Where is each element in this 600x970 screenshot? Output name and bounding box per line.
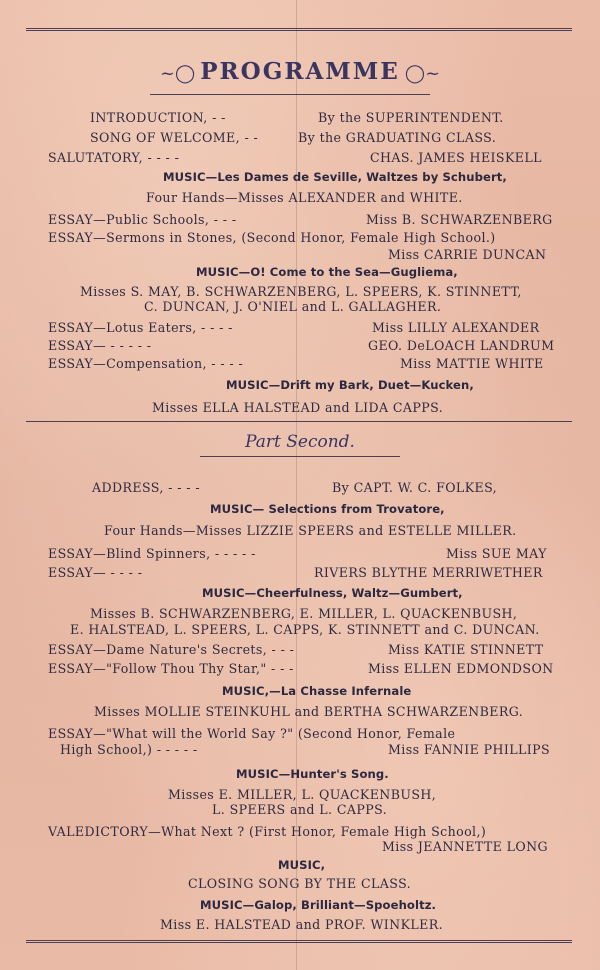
essay-line: ESSAY—"What will the World Say ?" (Second Honor, Female bbox=[48, 726, 456, 741]
performers-line: E. HALSTEAD, L. SPEERS, L. CAPPS, K. STINNETT and C. DUNCAN. bbox=[70, 622, 540, 637]
performers-line: Misses E. MILLER, L. QUACKENBUSH, bbox=[168, 787, 437, 802]
address-line: ADDRESS, - - - - By CAPT. W. C. FOLKES, bbox=[92, 480, 498, 495]
performers-line: Misses B. SCHWARZENBERG, E. MILLER, L. QUACKENBUSH, bbox=[90, 606, 518, 621]
section-divider bbox=[26, 421, 572, 422]
essay-line: ESSAY—Compensation, - - - - Miss MATTIE WHITE bbox=[48, 356, 544, 371]
music-item: MUSIC, bbox=[278, 858, 326, 872]
performers-line: C. DUNCAN, J. O'NIEL and L. GALLAGHER. bbox=[144, 299, 442, 314]
music-item: MUSIC—Hunter's Song. bbox=[236, 767, 389, 781]
essay-line: ESSAY—Lotus Eaters, - - - - Miss LILLY ALEXANDER bbox=[48, 320, 540, 335]
intro-line: INTRODUCTION, - - By the SUPERINTENDENT. bbox=[90, 110, 504, 125]
performers-line: Four Hands—Misses LIZZIE SPEERS and ESTELLE MILLER. bbox=[104, 523, 517, 538]
music-item: MUSIC—Drift my Bark, Duet—Kucken, bbox=[226, 378, 474, 392]
essay-author: Miss CARRIE DUNCAN bbox=[388, 247, 547, 262]
essay-line: ESSAY— - - - - - GEO. DeLOACH LANDRUM bbox=[48, 338, 555, 353]
music-item: MUSIC— Selections from Trovatore, bbox=[210, 502, 445, 516]
performers-line: Four Hands—Misses ALEXANDER and WHITE. bbox=[146, 190, 463, 205]
part-second-heading: Part Second. bbox=[245, 432, 355, 452]
welcome-song-line: SONG OF WELCOME, - - By the GRADUATING CLASS. bbox=[90, 130, 497, 145]
bottom-border bbox=[26, 940, 572, 943]
salutatory-line: SALUTATORY, - - - - CHAS. JAMES HEISKELL bbox=[48, 150, 542, 165]
essay-line: ESSAY—Sermons in Stones, (Second Honor, Female High School.) bbox=[48, 230, 496, 245]
part-heading-underline bbox=[200, 456, 400, 457]
top-border bbox=[26, 28, 572, 31]
essay-line: ESSAY—Dame Nature's Secrets, - - - Miss KATIE STINNETT bbox=[48, 642, 544, 657]
music-item: MUSIC,—La Chasse Infernale bbox=[222, 684, 412, 698]
performers-line: L. SPEERS and L. CAPPS. bbox=[212, 802, 388, 817]
music-item: MUSIC—Galop, Brilliant—Spoeholtz. bbox=[200, 898, 437, 912]
performers-line: Miss E. HALSTEAD and PROF. WINKLER. bbox=[160, 917, 444, 932]
essay-line: ESSAY— - - - - RIVERS BLYTHE MERRIWETHER bbox=[48, 565, 543, 580]
essay-line: ESSAY—Public Schools, - - - Miss B. SCHWARZENBERG bbox=[48, 212, 553, 227]
closing-song-line: CLOSING SONG BY THE CLASS. bbox=[188, 876, 412, 891]
title-ornament-left: ~◯ bbox=[159, 63, 196, 84]
valedictory-author: Miss JEANNETTE LONG bbox=[382, 839, 549, 854]
programme-title: PROGRAMME bbox=[200, 58, 400, 85]
title-underline bbox=[150, 94, 430, 95]
music-item: MUSIC—Cheerfulness, Waltz—Gumbert, bbox=[202, 586, 463, 600]
title-ornament-right: ◯~ bbox=[404, 63, 441, 84]
music-item: MUSIC—Les Dames de Seville, Waltzes by Schubert, bbox=[163, 170, 507, 184]
essay-line: ESSAY—Blind Spinners, - - - - - Miss SUE MAY bbox=[48, 546, 547, 561]
performers-line: Misses ELLA HALSTEAD and LIDA CAPPS. bbox=[152, 400, 444, 415]
music-item: MUSIC—O! Come to the Sea—Gugliema, bbox=[196, 265, 458, 279]
essay-line: ESSAY—"Follow Thou Thy Star," - - - Miss ELLEN EDMONDSON bbox=[48, 661, 554, 676]
performers-line: Misses MOLLIE STEINKUHL and BERTHA SCHWARZENBERG. bbox=[94, 704, 524, 719]
performers-line: Misses S. MAY, B. SCHWARZENBERG, L. SPEERS, K. STINNETT, bbox=[80, 284, 522, 299]
essay-line: High School,) - - - - - Miss FANNIE PHILLIPS bbox=[60, 742, 551, 757]
title-block bbox=[0, 58, 600, 85]
valedictory-line: VALEDICTORY—What Next ? (First Honor, Female High School,) bbox=[48, 824, 487, 839]
